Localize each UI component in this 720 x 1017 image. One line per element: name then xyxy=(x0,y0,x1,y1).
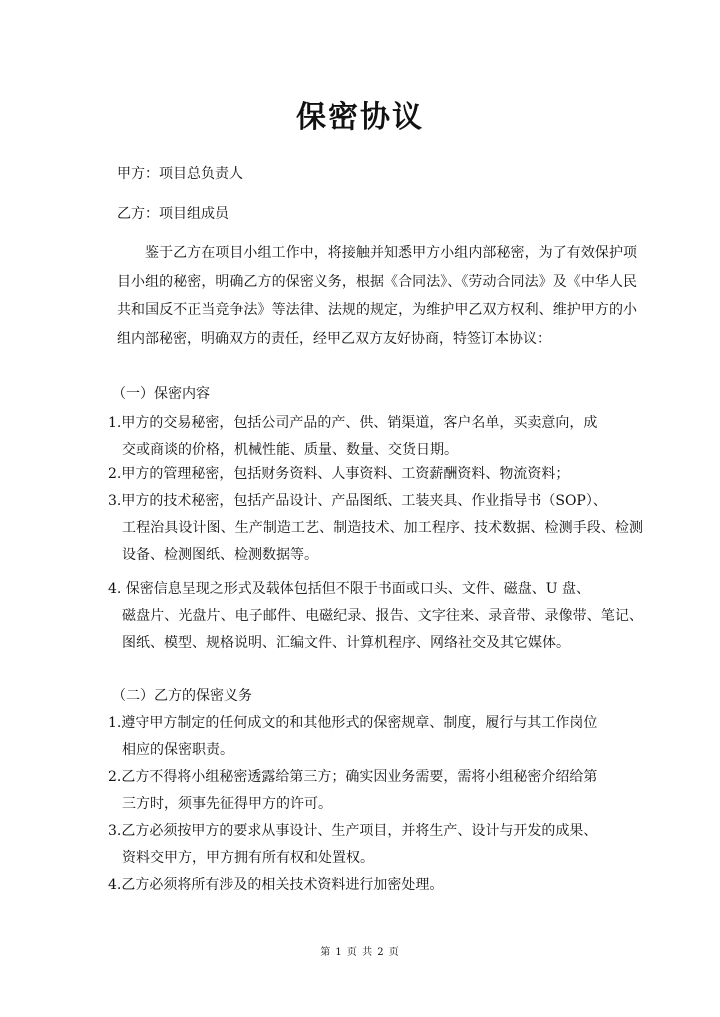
item-continuation: 交或商谈的价格，机械性能、质量、数量、交货日期。 xyxy=(122,442,458,458)
item-first-line: 1.遵守甲方制定的任何成文的和其他形式的保密规章、制度，履行与其工作岗位 xyxy=(108,715,598,731)
item-continuation: 工程治具设计图、生产制造工艺、制造技术、加工程序、技术数据、检测手段、检测设备、检测图纸、检测数据等。 xyxy=(122,520,643,563)
section-2-item-1 xyxy=(108,710,643,764)
section-1-item-1 xyxy=(108,410,643,464)
page-title: 保密协议 xyxy=(296,100,424,135)
party-b: 乙方：项目组成员 xyxy=(117,206,229,222)
item-first-line: 2.甲方的管理秘密，包括财务资料、人事资料、工资薪酬资料、物流资料； xyxy=(108,466,570,482)
intro-paragraph xyxy=(117,239,637,353)
section-1-heading: （一）保密内容 xyxy=(112,386,210,402)
item-first-line: 1.甲方的交易秘密，包括公司产品的产、供、销渠道，客户名单，买卖意向，成 xyxy=(108,415,598,431)
item-first-line: 3.乙方必须按甲方的要求从事设计、生产项目，并将生产、设计与开发的成果、 xyxy=(108,823,598,839)
intro-text: 鉴于乙方在项目小组工作中，将接触并知悉甲方小组内部秘密，为了有效保护项目小组的秘密，明确乙方的保密义务，根据《合同法》、《劳动合同法》及《中华人民共和国反不正当竞争法》等法律、法规的规定，为维护甲乙双方权利、维护甲方的小组内部秘密，明确双方的责任，经甲乙双方友好协商，特签订本协议： xyxy=(117,245,637,347)
item-first-line: 3.甲方的技术秘密，包括产品设计、产品图纸、工装夹具、作业指导书（SOP）、 xyxy=(108,493,607,509)
item-first-line: 4.乙方必须将所有涉及的相关技术资料进行加密处理。 xyxy=(108,877,444,893)
item-continuation: 相应的保密职责。 xyxy=(122,742,234,758)
section-2-item-4 xyxy=(108,872,643,899)
item-continuation: 三方时，须事先征得甲方的许可。 xyxy=(122,796,332,812)
item-continuation: 资料交甲方，甲方拥有所有权和处置权。 xyxy=(122,850,374,866)
page-number-footer: 第 1 页 共 2 页 xyxy=(320,947,400,958)
section-2-item-3 xyxy=(108,818,643,872)
item-first-line: 2.乙方不得将小组秘密透露给第三方；确实因业务需要，需将小组秘密介绍给第 xyxy=(108,769,598,785)
section-1-item-2 xyxy=(108,461,643,488)
section-2-item-2 xyxy=(108,764,643,818)
section-1-item-4 xyxy=(108,576,643,657)
item-first-line: 4. 保密信息呈现之形式及载体包括但不限于书面或口头、文件、磁盘、U 盘、 xyxy=(108,581,591,597)
section-2-heading: （二）乙方的保密义务 xyxy=(112,688,252,704)
item-continuation: 磁盘片、光盘片、电子邮件、电磁纪录、报告、文字往来、录音带、录像带、笔记、图纸、模型、规格说明、汇编文件、计算机程序、网络社交及其它媒体。 xyxy=(122,608,643,651)
party-a: 甲方：项目总负责人 xyxy=(117,166,243,182)
section-1-item-3 xyxy=(108,488,643,569)
